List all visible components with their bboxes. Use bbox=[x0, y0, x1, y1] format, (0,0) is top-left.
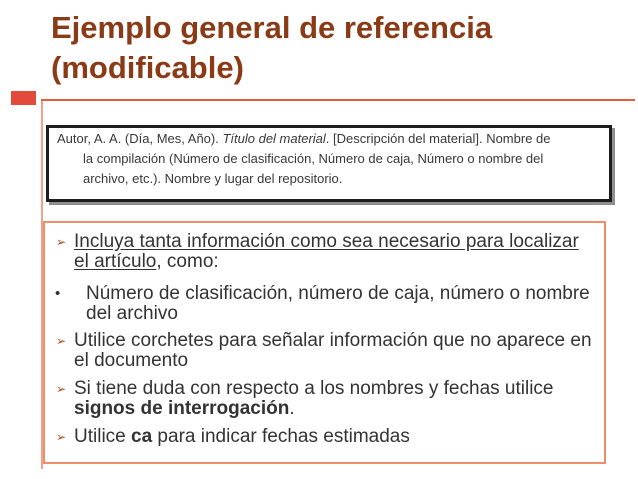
arrow-bullet-icon: ➢ bbox=[56, 382, 67, 396]
arrow-bullet-icon: ➢ bbox=[56, 235, 67, 249]
slide-title bbox=[51, 8, 631, 88]
reference-line-2: la compilación (Número de clasificación, Número de caja, Número o nombre del bbox=[83, 151, 544, 166]
reference-example-box bbox=[46, 125, 612, 202]
bold-emphasis: signos de interrogación bbox=[74, 398, 290, 419]
instructions-box bbox=[43, 221, 606, 464]
slide-title-line-2: (modificable) bbox=[51, 50, 244, 85]
bold-emphasis: ca bbox=[131, 426, 153, 447]
instruction-sub-text: Número de clasificación, número de caja, número o nombre del archivo bbox=[86, 283, 590, 324]
reference-material-title: Título del material bbox=[222, 131, 326, 146]
dot-bullet-icon: • bbox=[55, 285, 61, 302]
instruction-before-bold: Si tiene duda con respecto a los nombres y fechas utilice bbox=[74, 378, 554, 399]
arrow-bullet-icon: ➢ bbox=[56, 334, 67, 348]
instruction-text bbox=[74, 379, 594, 419]
slide-title-line-1: Ejemplo general de referencia bbox=[51, 10, 493, 45]
instruction-after-bold: . bbox=[289, 398, 295, 419]
reference-description: . [Descripción del material]. Nombre de bbox=[325, 131, 551, 146]
instruction-text bbox=[74, 427, 594, 447]
instruction-before-bold: Utilice bbox=[74, 426, 132, 447]
instruction-continuation: , como: bbox=[156, 251, 219, 272]
arrow-bullet-icon: ➢ bbox=[56, 430, 67, 444]
accent-square bbox=[11, 91, 36, 105]
instruction-text: Utilice corchetes para señalar información que no aparece en el documento bbox=[74, 330, 592, 371]
instruction-text bbox=[74, 232, 594, 272]
instruction-after-bold: para indicar fechas estimadas bbox=[152, 426, 410, 447]
reference-author-date: Autor, A. A. (Día, Mes, Año). bbox=[57, 131, 223, 146]
reference-line-3: archivo, etc.). Nombre y lugar del repositorio. bbox=[83, 171, 343, 186]
horizontal-accent-rule bbox=[41, 99, 635, 101]
reference-line-1 bbox=[57, 131, 551, 147]
underlined-instruction: Incluya tanta información como sea necesario para localizar el artículo bbox=[74, 231, 579, 272]
